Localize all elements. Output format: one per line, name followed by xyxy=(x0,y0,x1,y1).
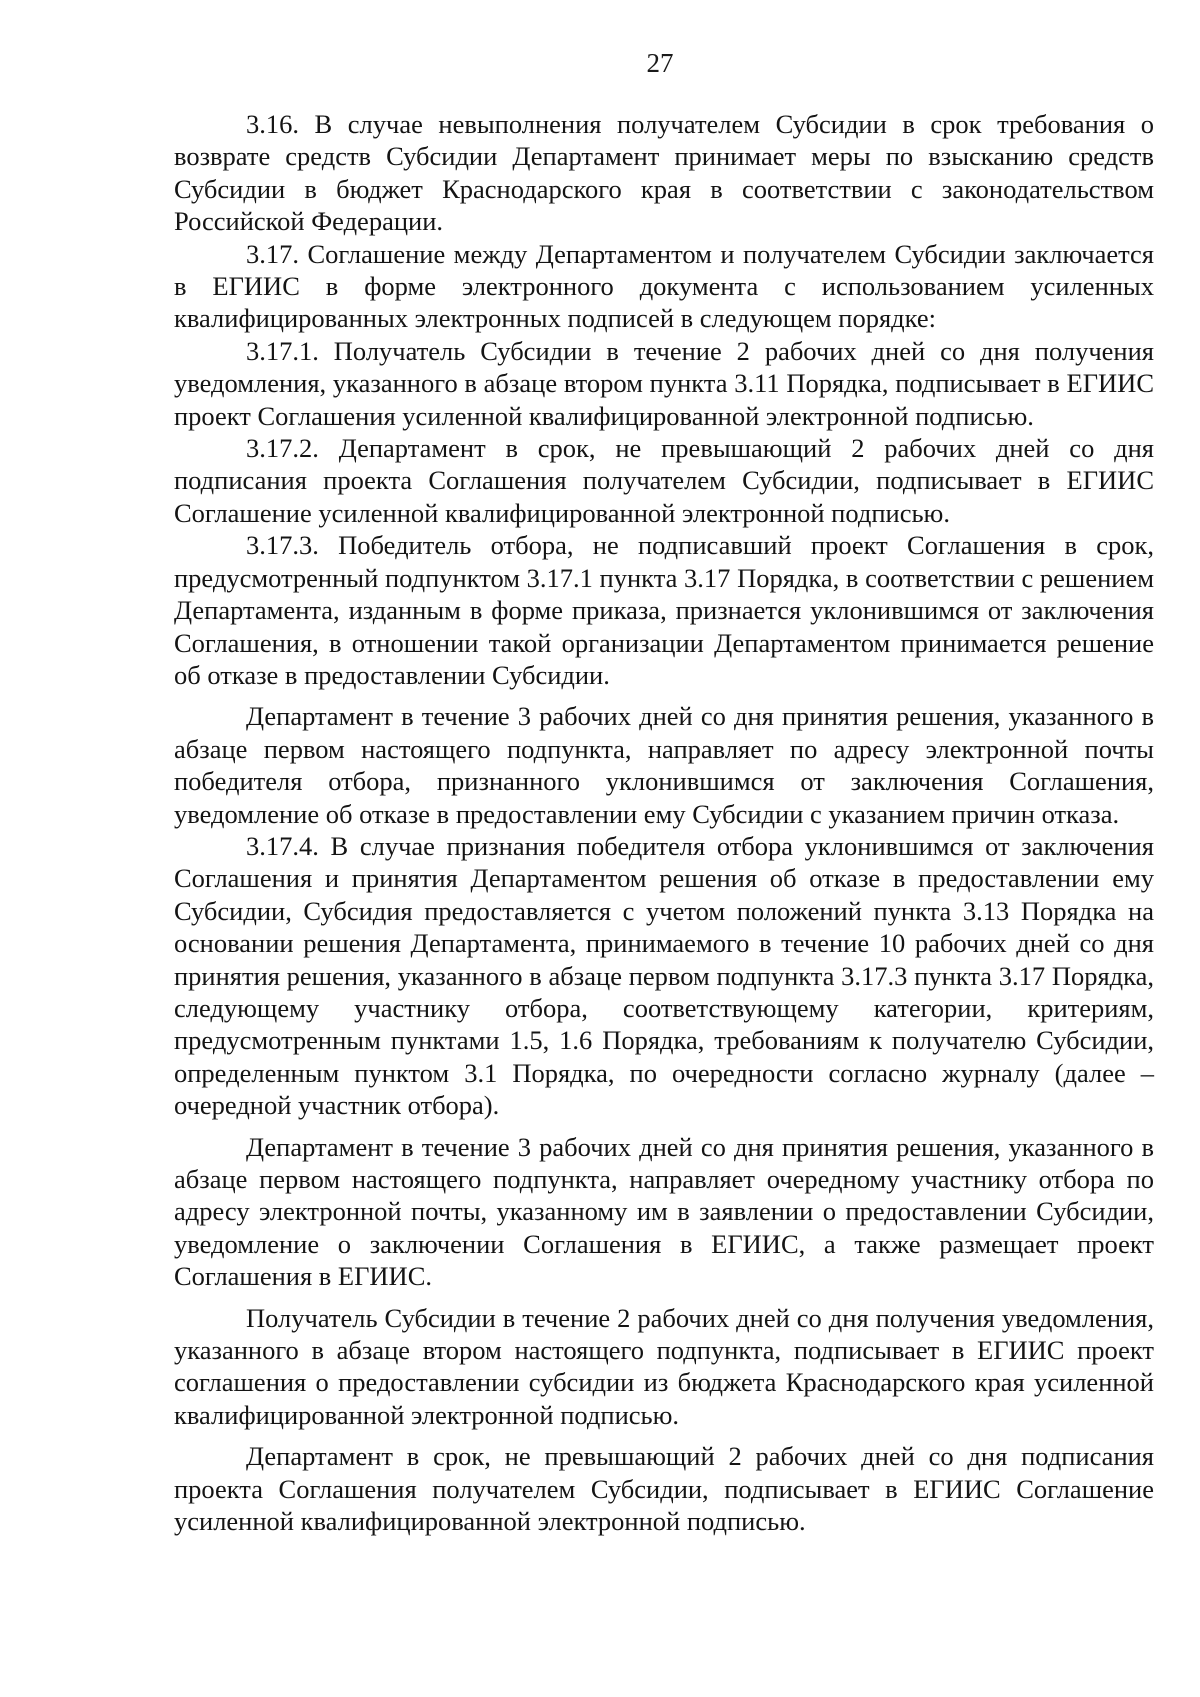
paragraph-3-17-3-notice: Департамент в течение 3 рабочих дней со дня принятия решения, указанного в абзаце первом настоящего подпункта, направляет по адресу электронной почты победителя отбора, признанного уклонившимся от заключения Соглашения, уведомление об отказе в предоставлении ему Субсидии с указанием причин отказа. xyxy=(174,701,1154,829)
paragraph-3-17-4-department-signing: Департамент в срок, не превышающий 2 рабочих дней со дня подписания проекта Соглашения получателем Субсидии, подписывает в ЕГИИС Соглашение усиленной квалифицированной электронной подписью. xyxy=(174,1441,1154,1537)
paragraph-3-17-1: 3.17.1. Получатель Субсидии в течение 2 рабочих дней со дня получения уведомления, указанного в абзаце втором пункта 3.11 Порядка, подписывает в ЕГИИС проект Соглашения усиленной квалифицированной электронной подписью. xyxy=(174,335,1154,431)
paragraph-3-17-4-signing: Получатель Субсидии в течение 2 рабочих дней со дня получения уведомления, указанного в абзаце втором настоящего подпункта, подписывает в ЕГИИС проект соглашения о предоставлении субсидии из бюджета Краснодарского края усиленной квалифицированной электронной подписью. xyxy=(174,1302,1154,1430)
document-body xyxy=(174,108,1154,1537)
paragraph-3-17-4-notice: Департамент в течение 3 рабочих дней со дня принятия решения, указанного в абзаце первом настоящего подпункта, направляет очередному участнику отбора по адресу электронной почты, указанному им в заявлении о предоставлении Субсидии, уведомление о заключении Соглашения в ЕГИИС, а также размещает проект Соглашения в ЕГИИС. xyxy=(174,1131,1154,1292)
paragraph-3-17-3: 3.17.3. Победитель отбора, не подписавший проект Соглашения в срок, предусмотренный подпунктом 3.17.1 пункта 3.17 Порядка, в соответствии с решением Департамента, изданным в форме приказа, признается уклонившимся от заключения Соглашения, в отношении такой организации Департаментом принимается решение об отказе в предоставлении Субсидии. xyxy=(174,530,1154,690)
paragraph-3-17-2: 3.17.2. Департамент в срок, не превышающий 2 рабочих дней со дня подписания проекта Соглашения получателем Субсидии, подписывает в ЕГИИС Соглашение усиленной квалифицированной электронной подписью. xyxy=(174,433,1154,528)
paragraph-3-16: 3.16. В случае невыполнения получателем Субсидии в срок требования о возврате средств Субсидии Департамент принимает меры по взысканию средств Субсидии в бюджет Краснодарского края в соответствии с законодательством Российской Федерации. xyxy=(174,109,1154,237)
paragraph-3-17: 3.17. Соглашение между Департаментом и получателем Субсидии заключается в ЕГИИС в форме электронного документа с использованием усиленных квалифицированных электронных подписей в следующем порядке: xyxy=(174,238,1154,334)
paragraph-3-17-4: 3.17.4. В случае признания победителя отбора уклонившимся от заключения Соглашения и принятия Департаментом решения об отказе в предоставлении ему Субсидии, Субсидия предоставляется с учетом положений пункта 3.13 Порядка на основании решения Департамента, принимаемого в течение 10 рабочих дней со дня принятия решения, указанного в абзаце первом подпункта 3.17.3 пункта 3.17 Порядка, следующему участнику отбора, соответствующему категории, критериям, предусмотренным пунктами 1.5, 1.6 Порядка, требованиям к получателю Субсидии, определенным пунктом 3.1 Порядка, по очередности согласно журналу (далее – очередной участник отбора). xyxy=(174,830,1154,1121)
page-number: 27 xyxy=(646,48,674,78)
